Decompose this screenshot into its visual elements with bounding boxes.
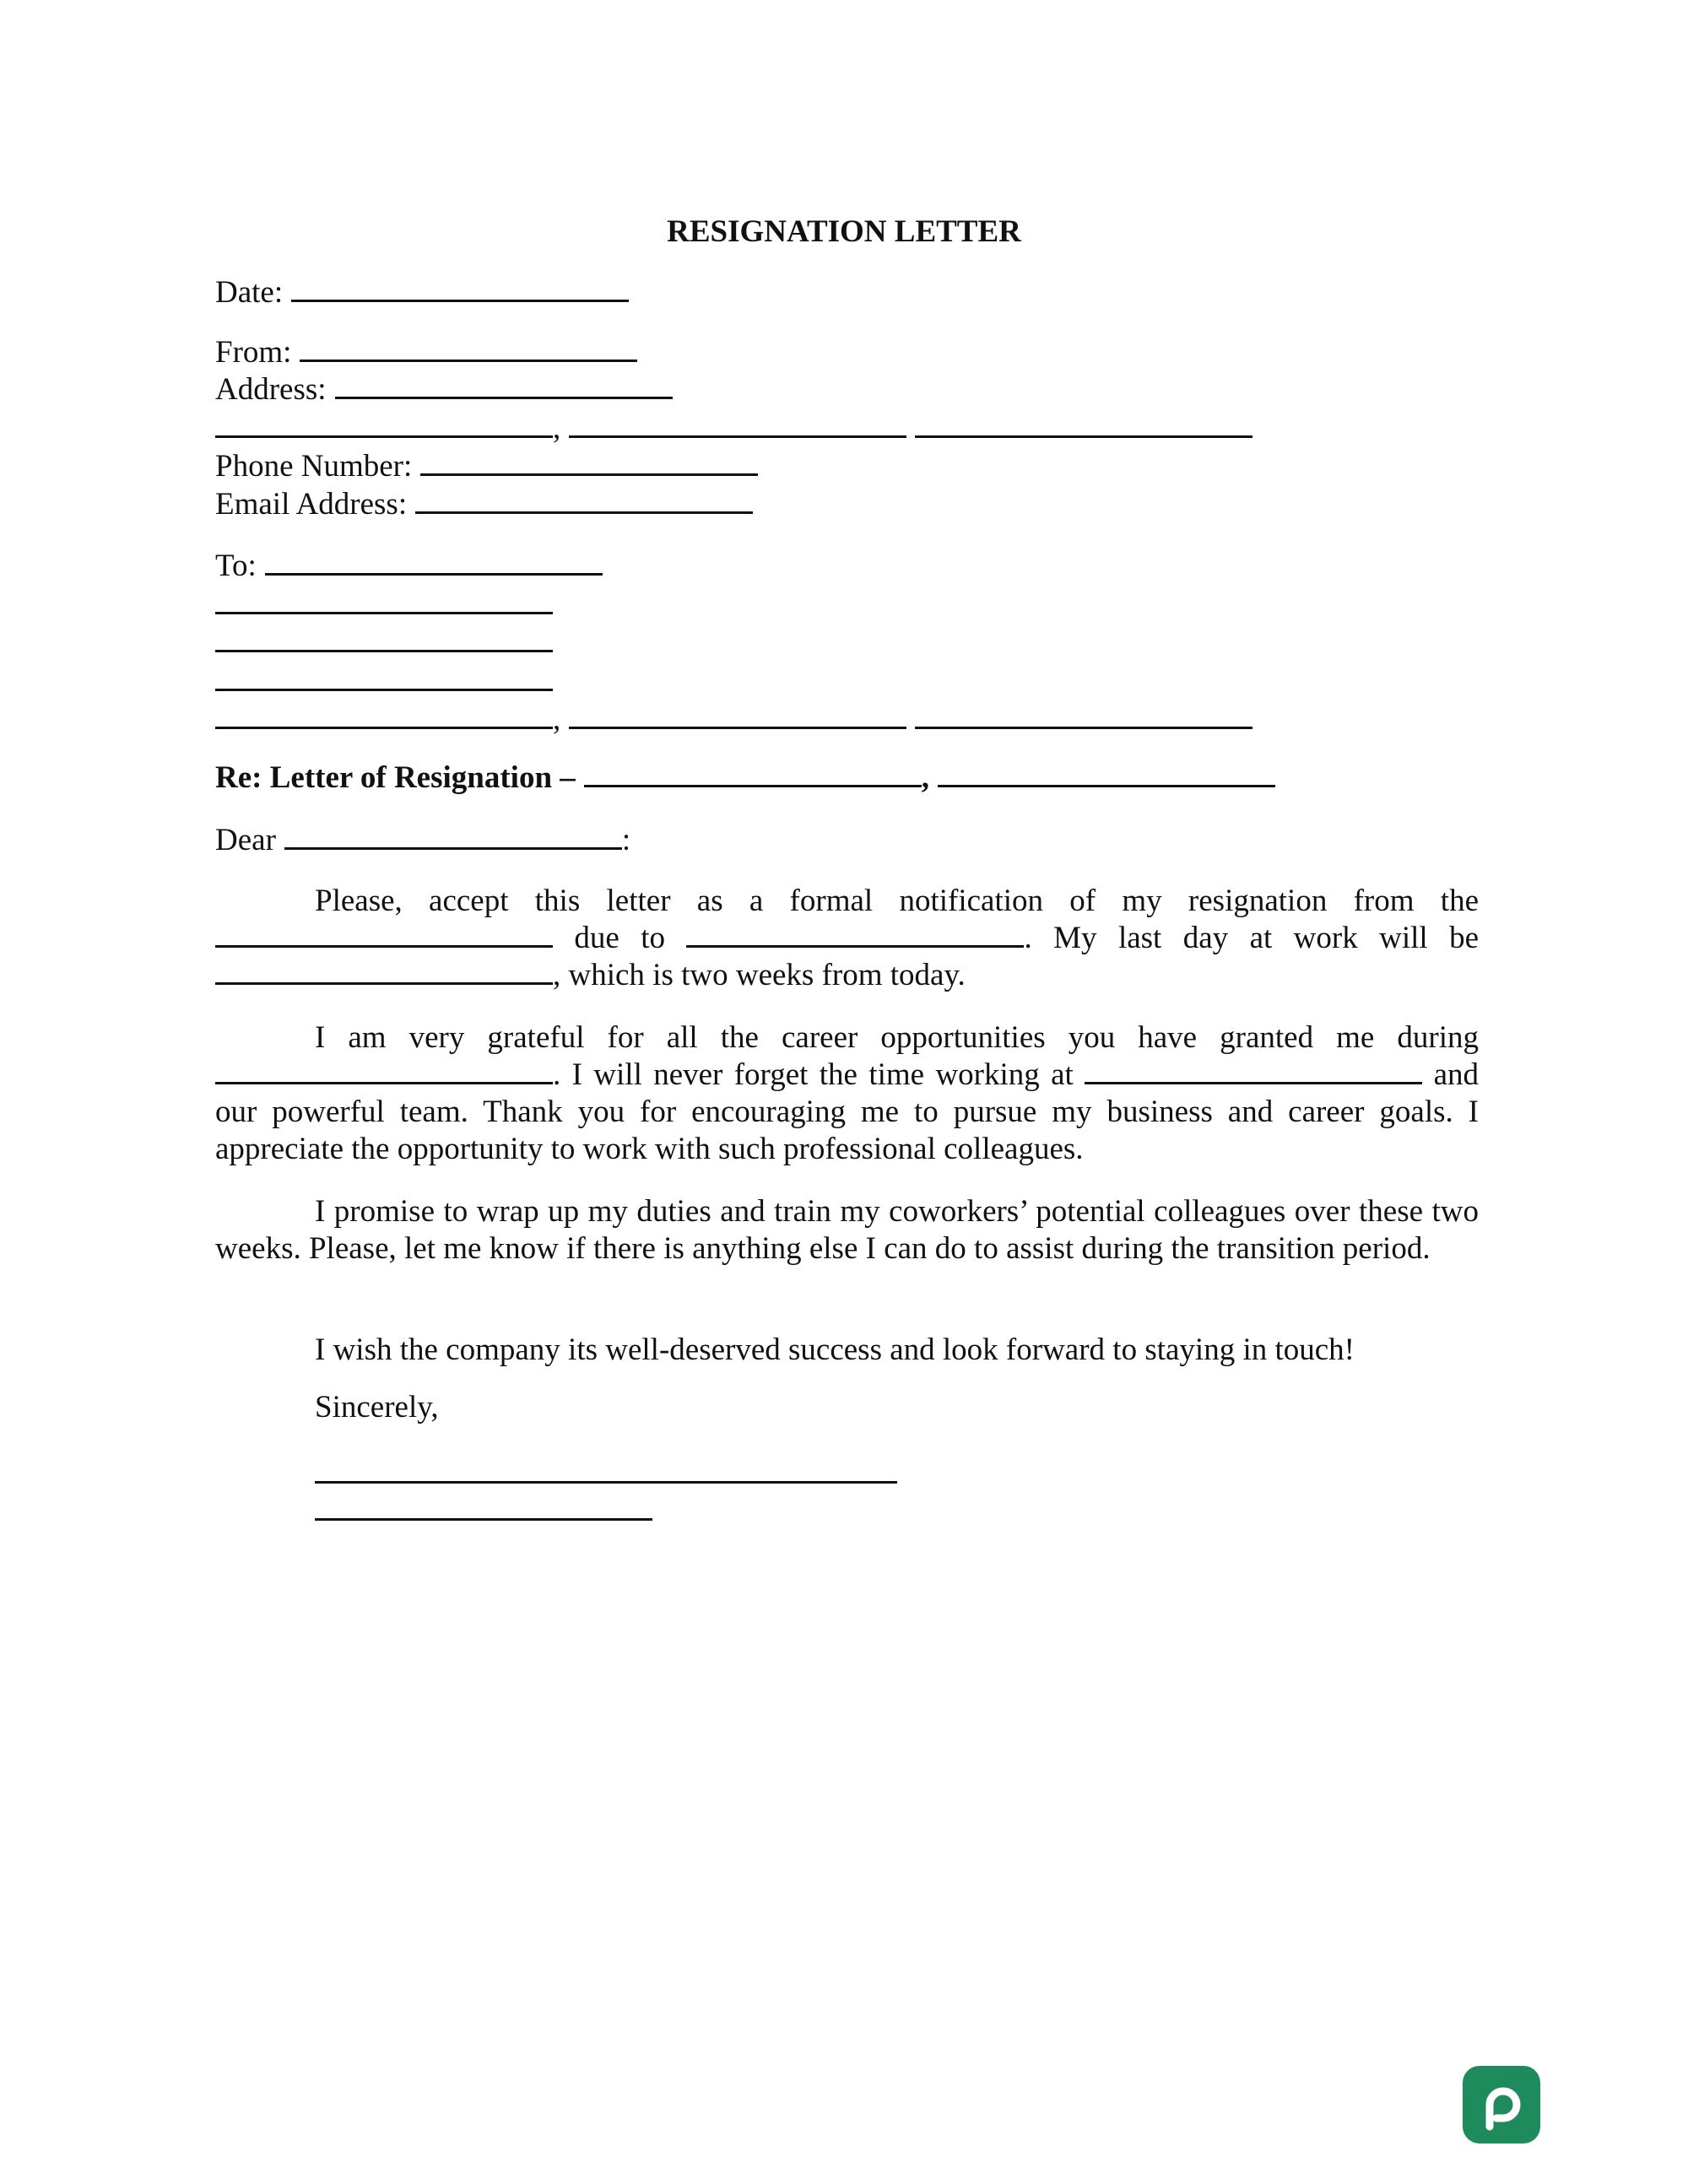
p2-period-blank[interactable] [215,1059,553,1084]
dear-blank[interactable] [284,824,622,850]
p2-start: I am very grateful for all the career opportunities you have granted me during [315,1020,1479,1055]
address-line [215,371,673,408]
p2-end: and our powerful team. Thank you for encouraging me to pursue my business and career goals. I appreciate the opportunity to work with such professional colleagues. [215,1057,1479,1166]
p1-last-day-blank[interactable] [215,960,553,985]
paragraph-4: I wish the company its well-deserved success and look forward to staying in touch! [315,1333,1355,1367]
p1-reason-blank[interactable] [686,922,1024,948]
signature-line [315,1456,897,1493]
colon: : [621,823,631,857]
p2-mid: . I will never forget the time working at [553,1057,1074,1092]
recipient-city-state-zip-line [215,701,1252,738]
comma: , [553,702,561,737]
sender-city-blank[interactable] [215,413,553,438]
p1-company-blank[interactable] [215,922,553,948]
p-logo-icon [1463,2066,1540,2143]
p1-end: , which is two weeks from today. [553,958,966,992]
date-label: Date: [215,275,284,310]
sender-zip-blank[interactable] [915,413,1252,438]
recipient-blank-1[interactable] [215,589,553,614]
dear-label: Dear [215,823,276,857]
recipient-blank-3[interactable] [215,666,553,691]
sender-state-blank[interactable] [569,413,906,438]
email-label: Email Address: [215,487,408,522]
re-blank-2[interactable] [938,762,1275,787]
to-blank[interactable] [265,550,603,576]
p-logo-glyph [1463,2066,1540,2143]
p1-last-day: . My last day at work will be [1024,921,1480,955]
p2-company-blank[interactable] [1085,1059,1422,1084]
from-label: From: [215,335,292,370]
address-blank[interactable] [335,374,673,399]
address-label: Address: [215,372,327,407]
re-label: Re: Letter of Resignation – [215,760,576,795]
recipient-line-2 [215,624,553,662]
date-line [215,274,629,311]
comma: , [921,760,930,795]
phone-line [215,448,758,485]
from-blank[interactable] [300,337,637,362]
p1-due-to: due to [574,921,666,955]
printed-name-blank[interactable] [315,1495,652,1521]
recipient-line-1 [215,587,553,624]
recipient-state-blank[interactable] [569,704,906,729]
comma: , [553,411,561,446]
sender-city-state-zip-line [215,410,1252,447]
email-line [215,486,753,523]
phone-label: Phone Number: [215,449,413,484]
recipient-city-blank[interactable] [215,704,553,729]
document-title: RESIGNATION LETTER [667,214,1021,249]
salutation-line [215,822,630,859]
recipient-line-3 [215,663,553,700]
from-line [215,334,637,371]
re-line [215,760,1275,797]
to-label: To: [215,549,257,583]
closing: Sincerely, [315,1390,439,1424]
recipient-blank-2[interactable] [215,627,553,652]
p1-start: Please, accept this letter as a formal notification of my resignation from the [315,884,1479,918]
re-blank-1[interactable] [584,762,922,787]
paragraph-1 [215,883,1479,994]
to-line [215,548,603,585]
signature-blank[interactable] [315,1458,897,1484]
printed-name-line [315,1493,652,1530]
recipient-zip-blank[interactable] [915,704,1252,729]
date-blank[interactable] [291,277,629,302]
paragraph-3: I promise to wrap up my duties and train my coworkers’ potential colleagues over these two weeks. Please, let me know if there is anything else I can do to assist during the transition period. [215,1194,1479,1266]
paragraph-2 [215,1019,1479,1168]
email-blank[interactable] [415,489,753,514]
phone-blank[interactable] [420,451,758,476]
